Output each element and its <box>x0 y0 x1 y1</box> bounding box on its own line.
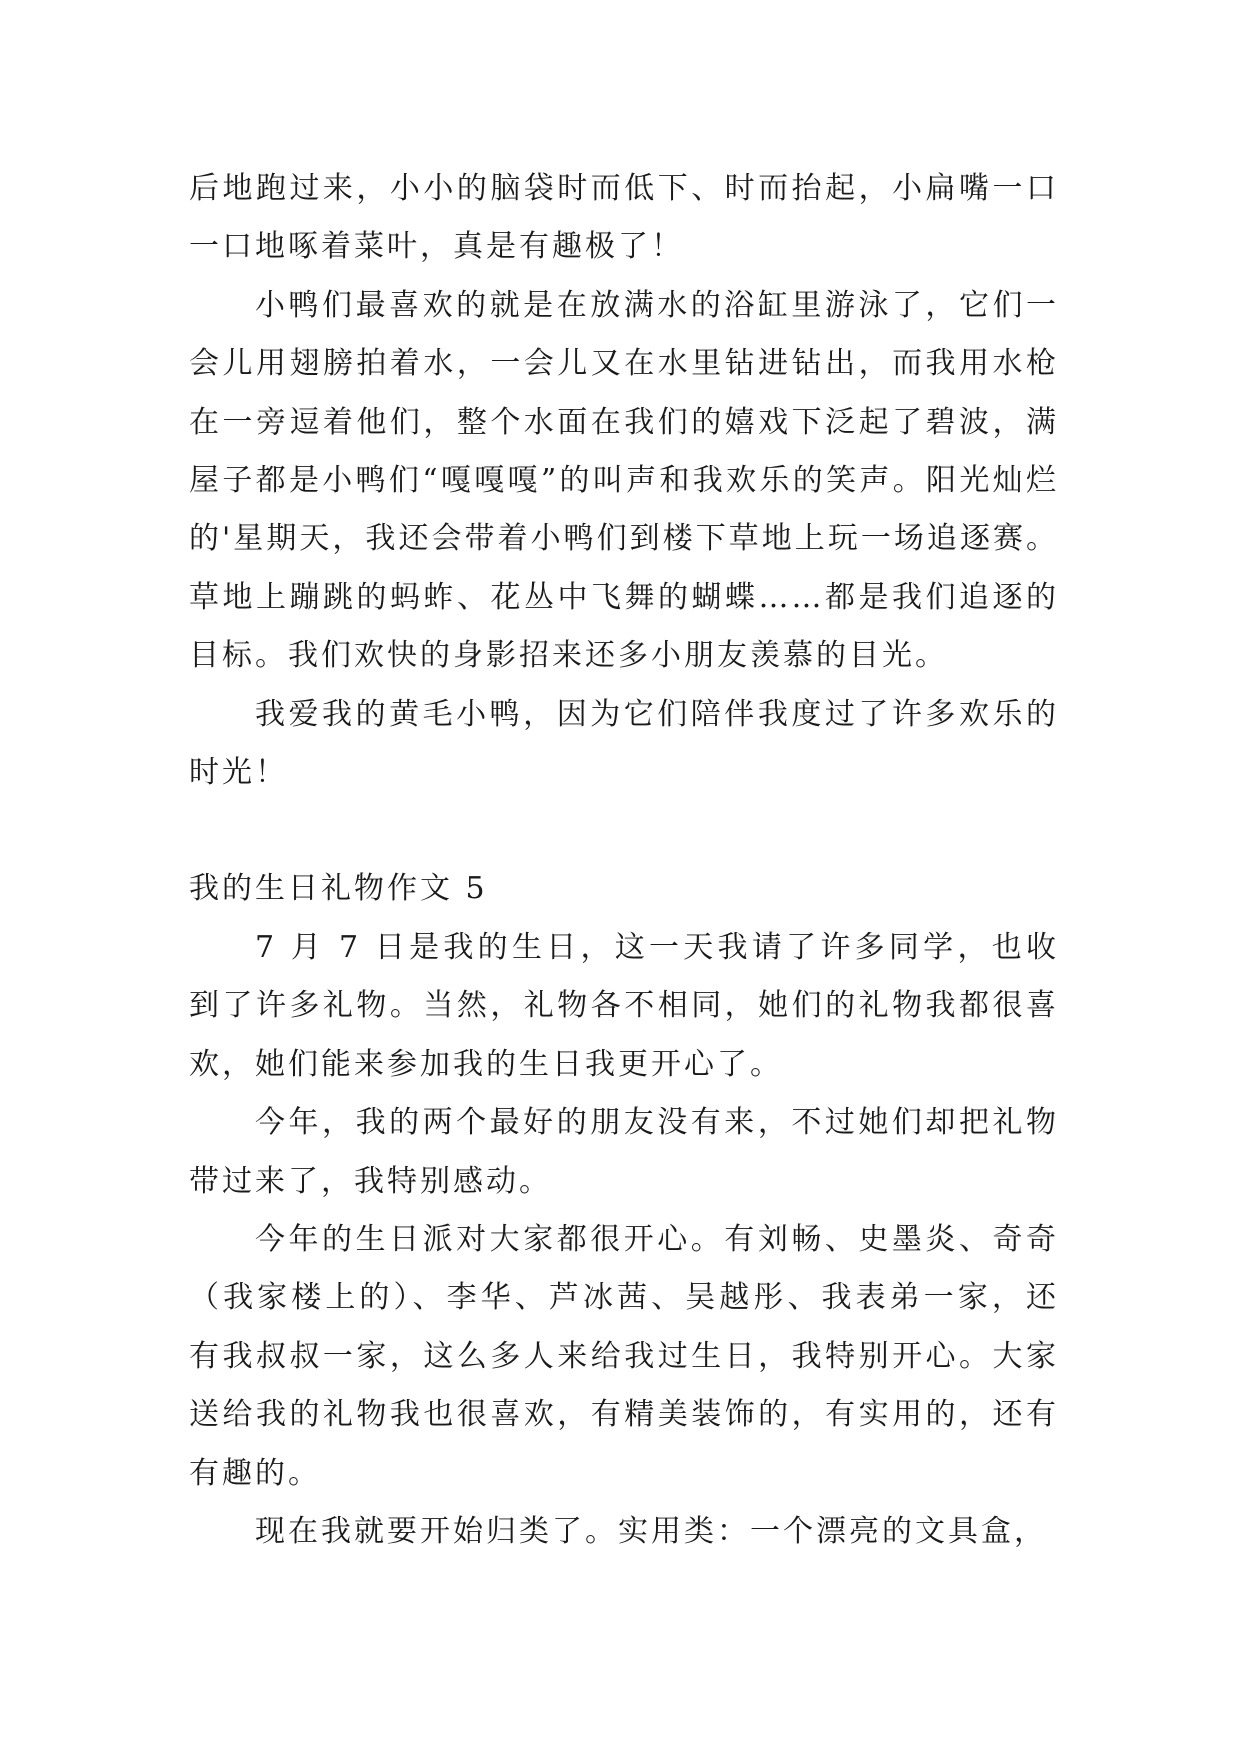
paragraph-duck-swimming: 小鸭们最喜欢的就是在放满水的浴缸里游泳了，它们一会儿用翅膀拍着水，一会儿又在水里钻进钻出，而我用水枪在一旁逗着他们，整个水面在我们的嬉戏下泛起了碧波，满屋子都是小鸭们“嘎嘎嘎”的叫声和我欢乐的笑声。阳光灿烂的'星期天，我还会带着小鸭们到楼下草地上玩一场追逐赛。草地上蹦跳的蚂蚱、花丛中飞舞的蝴蝶……都是我们追逐的目标。我们欢快的身影招来还多小朋友羡慕的目光。 <box>189 287 1059 674</box>
document-body <box>189 160 1059 1561</box>
paragraph-birthday-intro: 7 月 7 日是我的生日，这一天我请了许多同学，也收到了许多礼物。当然，礼物各不相同，她们的礼物我都很喜欢，她们能来参加我的生日我更开心了。 <box>189 929 1059 1082</box>
paragraph-friends-absent: 今年，我的两个最好的朋友没有来，不过她们却把礼物带过来了，我特别感动。 <box>189 1105 1059 1199</box>
essay-heading: 我的生日礼物作文 5 <box>189 871 488 907</box>
paragraph-conclusion: 我爱我的黄毛小鸭，因为它们陪伴我度过了许多欢乐的时光！ <box>189 696 1059 791</box>
paragraph-continuation: 后地跑过来，小小的脑袋时而低下、时而抬起，小扁嘴一口一口地啄着菜叶，真是有趣极了！ <box>189 171 1059 265</box>
paragraph-party-guests: 今年的生日派对大家都很开心。有刘畅、史墨炎、奇奇（我家楼上的）、李华、芦冰茜、吴越彤、我表弟一家，还有我叔叔一家，这么多人来给我过生日，我特别开心。大家送给我的礼物我也很喜欢，有精美装饰的，有实用的，还有有趣的。 <box>189 1221 1059 1491</box>
paragraph-gift-sorting: 现在我就要开始归类了。实用类：一个漂亮的文具盒， <box>255 1513 1047 1549</box>
